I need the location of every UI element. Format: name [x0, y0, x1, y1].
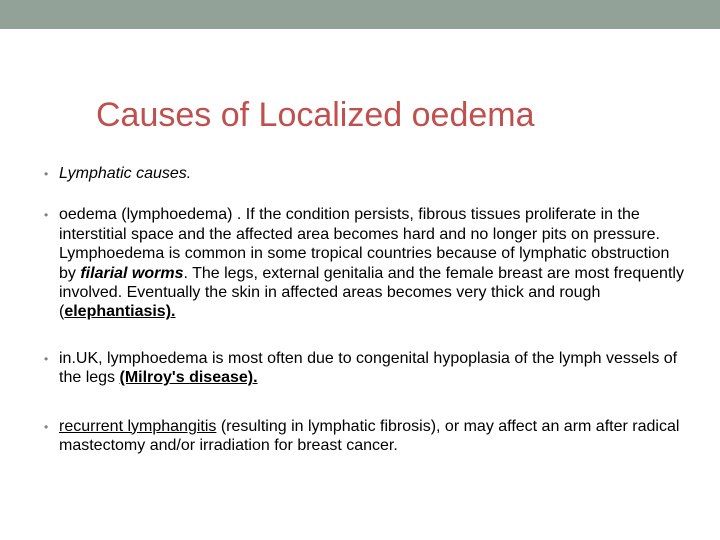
bullet-marker: • — [44, 208, 49, 223]
bullet-text: oedema (lymphoedema) . If the condition persists, fibrous tissues proliferate in the interstitial space and the affected area becomes hard and no longer pits on pressure. Lymphoedema is common in some tropical countries because of lymphatic obstruction by — [59, 206, 670, 282]
bullet-text: Lymphatic causes. — [59, 165, 192, 182]
top-accent-bar — [0, 0, 720, 29]
bullet-marker: • — [44, 167, 49, 181]
bullet-recurrent-lymphangitis — [44, 417, 690, 456]
emphasis-filarial-worms: filarial worms — [80, 264, 184, 282]
emphasis-recurrent-lymphangitis: recurrent lymphangitis — [59, 417, 217, 435]
bullet-text: (resulting in lymphatic fibrosis), or may affect an arm after radical mastectomy and/or irradiation for breast cancer. — [59, 417, 680, 455]
bullet-lymphatic-causes — [44, 164, 690, 183]
bullet-text: in.UK, lymphoedema is most often due to congenital hypoplasia of the lymph vessels of the legs — [59, 349, 678, 387]
bullet-text-continued: . The legs, external genitalia and the female breast are most frequently involved. Eventually the skin in affected areas becomes very thick and rough ( — [59, 264, 684, 321]
bullet-marker: • — [44, 419, 49, 434]
slide-title: Causes of Localized oedema — [96, 96, 535, 134]
bullet-uk-lymphoedema — [44, 349, 690, 388]
slide-body — [44, 160, 690, 455]
emphasis-elephantiasis: elephantiasis). — [64, 303, 176, 321]
bullet-lymphoedema — [44, 205, 690, 321]
emphasis-milroys-disease: (Milroy's disease). — [119, 369, 258, 387]
bullet-marker: • — [44, 351, 49, 366]
